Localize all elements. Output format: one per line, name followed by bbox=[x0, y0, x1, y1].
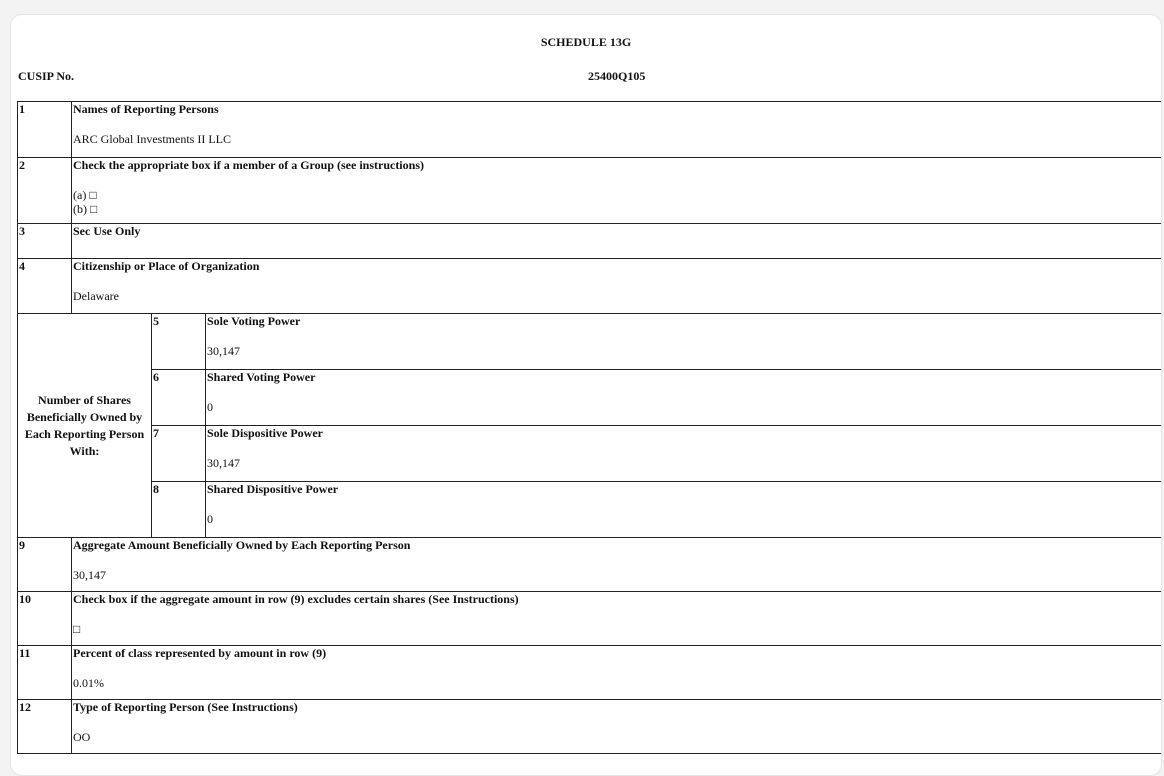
table-row bbox=[18, 700, 1163, 754]
row-content bbox=[72, 592, 1163, 646]
row-label: Aggregate Amount Beneficially Owned by Each Reporting Person bbox=[73, 538, 411, 552]
row-number: 3 bbox=[18, 224, 72, 259]
table-row bbox=[18, 314, 1163, 370]
percent-of-class-value: 0.01% bbox=[73, 676, 104, 690]
row-content bbox=[72, 646, 1163, 700]
row-content bbox=[72, 158, 1163, 224]
row-content bbox=[206, 482, 1163, 538]
row-content bbox=[72, 102, 1163, 158]
reporting-person-name: ARC Global Investments II LLC bbox=[73, 132, 231, 146]
row-number: 6 bbox=[152, 370, 206, 426]
excludes-shares-checkbox: □ bbox=[73, 622, 81, 636]
row-label: Percent of class represented by amount in row (9) bbox=[73, 646, 327, 660]
row-label: Check the appropriate box if a member of a Group (see instructions) bbox=[73, 158, 424, 172]
row-number: 4 bbox=[18, 259, 72, 314]
cusip-label: CUSIP No. bbox=[18, 69, 75, 83]
sole-dispositive-value: 30,147 bbox=[207, 456, 240, 470]
row-number: 2 bbox=[18, 158, 72, 224]
row-label: Sole Voting Power bbox=[207, 314, 301, 328]
table-row bbox=[18, 259, 1163, 314]
cover-page-table bbox=[17, 101, 1162, 754]
row-number: 8 bbox=[152, 482, 206, 538]
table-row bbox=[18, 538, 1163, 592]
row-label: Sole Dispositive Power bbox=[207, 426, 323, 440]
shared-voting-value: 0 bbox=[207, 400, 213, 414]
sole-voting-value: 30,147 bbox=[207, 344, 240, 358]
aggregate-amount-value: 30,147 bbox=[73, 568, 106, 582]
row-number: 5 bbox=[152, 314, 206, 370]
group-checkbox-b: (b) □ bbox=[73, 202, 98, 216]
row-number: 7 bbox=[152, 426, 206, 482]
row-label: Names of Reporting Persons bbox=[73, 102, 219, 116]
shares-owned-header: Number of Shares Beneficially Owned by Each Reporting Person With: bbox=[18, 314, 152, 538]
table-row bbox=[18, 102, 1163, 158]
row-content bbox=[72, 538, 1163, 592]
row-label: Citizenship or Place of Organization bbox=[73, 259, 260, 273]
row-content bbox=[206, 426, 1163, 482]
table-row bbox=[18, 370, 1163, 426]
row-label: Type of Reporting Person (See Instructions) bbox=[73, 700, 298, 714]
row-number: 10 bbox=[18, 592, 72, 646]
group-checkbox-a: (a) □ bbox=[73, 188, 97, 202]
row-content bbox=[72, 224, 1163, 259]
document-card bbox=[10, 14, 1162, 776]
table-row bbox=[18, 224, 1163, 259]
shared-dispositive-value: 0 bbox=[207, 512, 213, 526]
table-row bbox=[18, 592, 1163, 646]
table-row bbox=[18, 158, 1163, 224]
table-row bbox=[18, 482, 1163, 538]
row-number: 11 bbox=[18, 646, 72, 700]
row-content bbox=[206, 370, 1163, 426]
table-row bbox=[18, 646, 1163, 700]
row-number: 12 bbox=[18, 700, 72, 754]
row-label: Check box if the aggregate amount in row (9) excludes certain shares (See Instructions) bbox=[73, 592, 519, 606]
reporting-person-type-value: OO bbox=[73, 730, 91, 744]
row-number: 9 bbox=[18, 538, 72, 592]
row-label: Shared Voting Power bbox=[207, 370, 316, 384]
row-content bbox=[72, 259, 1163, 314]
row-label: Sec Use Only bbox=[73, 224, 141, 238]
row-content bbox=[206, 314, 1163, 370]
table-row bbox=[18, 426, 1163, 482]
row-label: Shared Dispositive Power bbox=[207, 482, 339, 496]
row-number: 1 bbox=[18, 102, 72, 158]
citizenship-value: Delaware bbox=[73, 289, 119, 303]
document-title: SCHEDULE 13G bbox=[540, 35, 632, 49]
cusip-value: 25400Q105 bbox=[588, 69, 646, 83]
row-content bbox=[72, 700, 1163, 754]
